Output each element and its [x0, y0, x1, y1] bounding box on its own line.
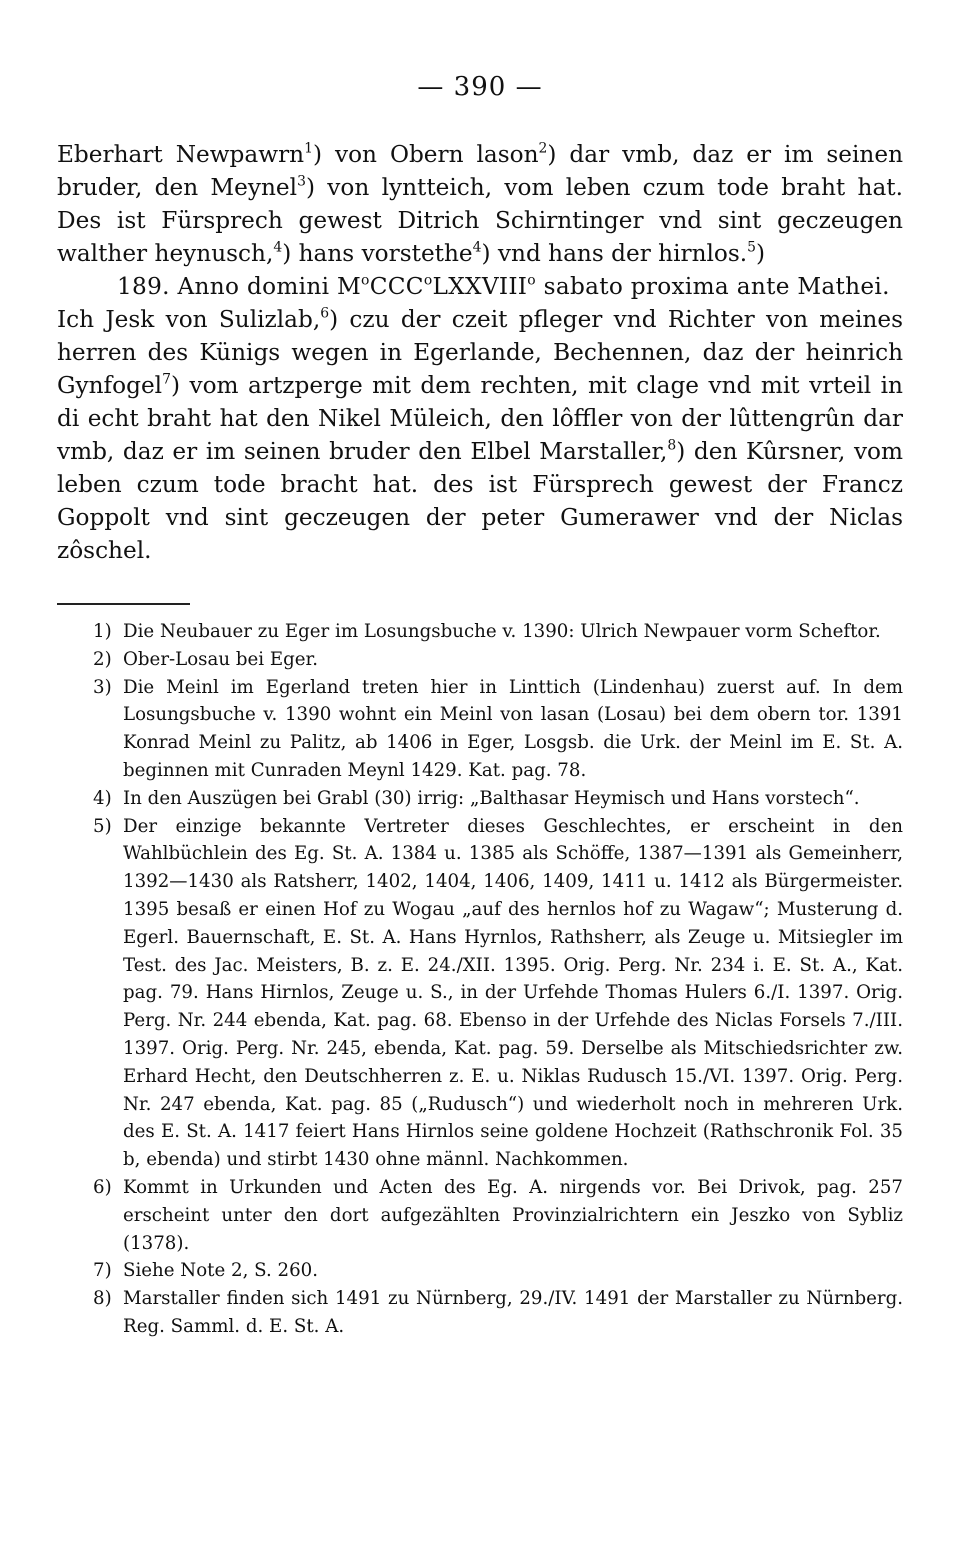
text-run: LXXVIII — [432, 273, 528, 300]
superscript: o — [361, 272, 370, 289]
footnote-text: Kommt in Urkunden und Acten des Eg. A. nirgends vor. Bei Drivok, pag. 257 erscheint unter den dort aufgezählten Provinzialrichtern ein Jeszko von Sybliz (1378). — [123, 1176, 903, 1254]
footnote-6 — [93, 1174, 903, 1257]
footnote-8 — [93, 1285, 903, 1341]
footnote-ref[interactable]: 3 — [297, 173, 306, 190]
text-run: ) hans vorstethe — [282, 240, 473, 267]
footnote-4 — [93, 785, 903, 813]
text-run: ) czu der czeit pfleger vnd Richter von meines herren des Künigs wegen in Egerlande, Bechennen, daz der heinrich Gynfogel — [57, 306, 903, 399]
page-number: — 390 — — [417, 72, 543, 102]
footnote-number: 1) — [93, 621, 112, 642]
footnote-number: 6) — [93, 1176, 112, 1198]
text-run: ) — [756, 240, 766, 267]
footnote-text: Siehe Note 2, S. 260. — [123, 1260, 319, 1282]
paragraph-jesk — [57, 303, 903, 567]
footnote-ref[interactable]: 1 — [304, 140, 313, 157]
footnote-ref[interactable]: 7 — [162, 371, 171, 388]
footnote-text: Der einzige bekannte Vertreter dieses Geschlechtes, er erscheint in den Wahlbüchlein des Eg. St. A. 1384 u. 1385 als Schöffe, 1387—1391 als Gemeinherr, 1392—1430 als Ratsherr, 1402, 1404, 1406, 1409, 1411 u. 1412 als Bürgermeister. 1395 besaß er einen Hof zu Wogau „auf des hernlos hof zu Wagaw“; Musterung d. Egerl. Bauernschaft, E. St. A. Hans Hyrnlos, Rathsherr, als Zeuge u. Mitsiegler im Test. des Jac. Meisters, B. z. E. 24./XII. 1395. Orig. Perg. Nr. 234 i. E. St. A., Kat. pag. 79. Hans Hirnlos, Zeuge u. S., in der Urfehde Thomas Hulers 6./I. 1397. Orig. Perg. Nr. 244 ebenda, Kat. pag. 68. Ebenso in der Urfehde des Niclas Forsels 7./III. 1397. Orig. Perg. Nr. 245, ebenda, Kat. pag. 59. Derselbe als Mitschiedsrichter zw. Erhard Hecht, den Deutschherren z. E. u. Niklas Rudusch 15./VI. 1397. Orig. Perg. Nr. 247 ebenda, Kat. pag. 85 („Rudusch“) und wiederholt noch in mehreren Urk. des E. St. A. 1417 feiert Hans Hirnlos seine goldene Hochzeit (Rathschronik Fol. 35 b, ebenda) und stirbt 1430 ohne männl. Nachkommen. — [123, 815, 903, 1171]
footnote-text: Die Meinl im Egerland treten hier in Linttich (Lindenhau) zuerst auf. In dem Losungsbuche v. 1390 wohnt ein Meinl von lasan (Losau) bei dem obern tor. 1391 Konrad Meinl zu Palitz, ab 1406 in Eger, Losgsb. die Urk. der Meinl im E. St. A. beginnen mit Cunraden Meynl 1429. Kat. pag. 78. — [123, 676, 903, 781]
text-run: ) den Kûrsner, vom leben czum tode bracht hat. des ist Fürsprech gewest der Francz Goppolt vnd sint geczeugen der peter Gumerawer vnd der Niclas zôschel. — [57, 438, 903, 564]
footnote-1 — [93, 618, 903, 646]
footnote-number: 5) — [93, 815, 112, 837]
main-text — [57, 138, 903, 567]
footnote-text: In den Auszügen bei Grabl (30) irrig: „Balthasar Heymisch und Hans vorstech“. — [123, 787, 860, 809]
footnote-separator — [57, 603, 190, 605]
footnote-text: Marstaller finden sich 1491 zu Nürnberg, 29./IV. 1491 der Marstaller zu Nürnberg. Reg. Samml. d. E. St. A. — [123, 1288, 903, 1337]
superscript: o — [423, 272, 433, 289]
entry-heading — [57, 270, 903, 303]
footnote-3 — [93, 674, 903, 785]
footnote-text: Die Neubauer zu Eger im Losungsbuche v. 1390: Ulrich Newpauer vorm Scheftor. — [123, 621, 881, 642]
footnote-ref[interactable]: 6 — [320, 305, 330, 322]
text-run: ) dar vmb, daz er im seinen bruder, den Meynel — [57, 141, 904, 201]
footnote-ref[interactable]: 5 — [747, 239, 757, 256]
text-run: Ich Jesk von Sulizlab, — [57, 306, 321, 333]
footnote-7 — [93, 1257, 903, 1285]
footnote-number: 2) — [93, 648, 112, 670]
footnote-2 — [93, 646, 903, 674]
footnote-ref[interactable]: 2 — [538, 140, 548, 157]
text-run: ) vom artzperge mit dem rechten, mit clage vnd mit vrteil in di echt braht hat den Nikel Müleich, den lôffler von der lûttengrûn dar vmb, daz er im seinen bruder den Elbel Marstaller, — [57, 372, 903, 465]
text-run: sabato proxima ante Mathei. — [535, 273, 890, 300]
text-run: ) von lyntteich, vom leben czum tode braht hat. Des ist Fürsprech gewest Ditrich Schirntinger vnd sint geczeugen walther heynusch, — [57, 174, 903, 267]
footnotes — [93, 618, 903, 1341]
footnote-number: 7) — [93, 1260, 112, 1282]
footnote-number: 8) — [93, 1288, 112, 1310]
footnote-ref[interactable]: 8 — [667, 437, 677, 454]
superscript: o — [527, 272, 536, 289]
footnote-5 — [93, 813, 903, 1174]
text-run: ) von Obern lason — [312, 141, 539, 168]
footnote-number: 4) — [93, 787, 112, 809]
paragraph-eberhart — [57, 138, 903, 270]
text-run: CCC — [369, 273, 424, 300]
text-run: 189. Anno domini M — [117, 273, 362, 300]
footnote-text: Ober-Losau bei Eger. — [123, 648, 319, 670]
footnote-ref[interactable]: 4 — [472, 239, 482, 256]
text-run: ) vnd hans der hirnlos. — [481, 240, 748, 267]
footnote-ref[interactable]: 4 — [273, 239, 283, 256]
footnote-number: 3) — [93, 676, 112, 698]
text-run: Eberhart Newpawrn — [57, 141, 305, 168]
